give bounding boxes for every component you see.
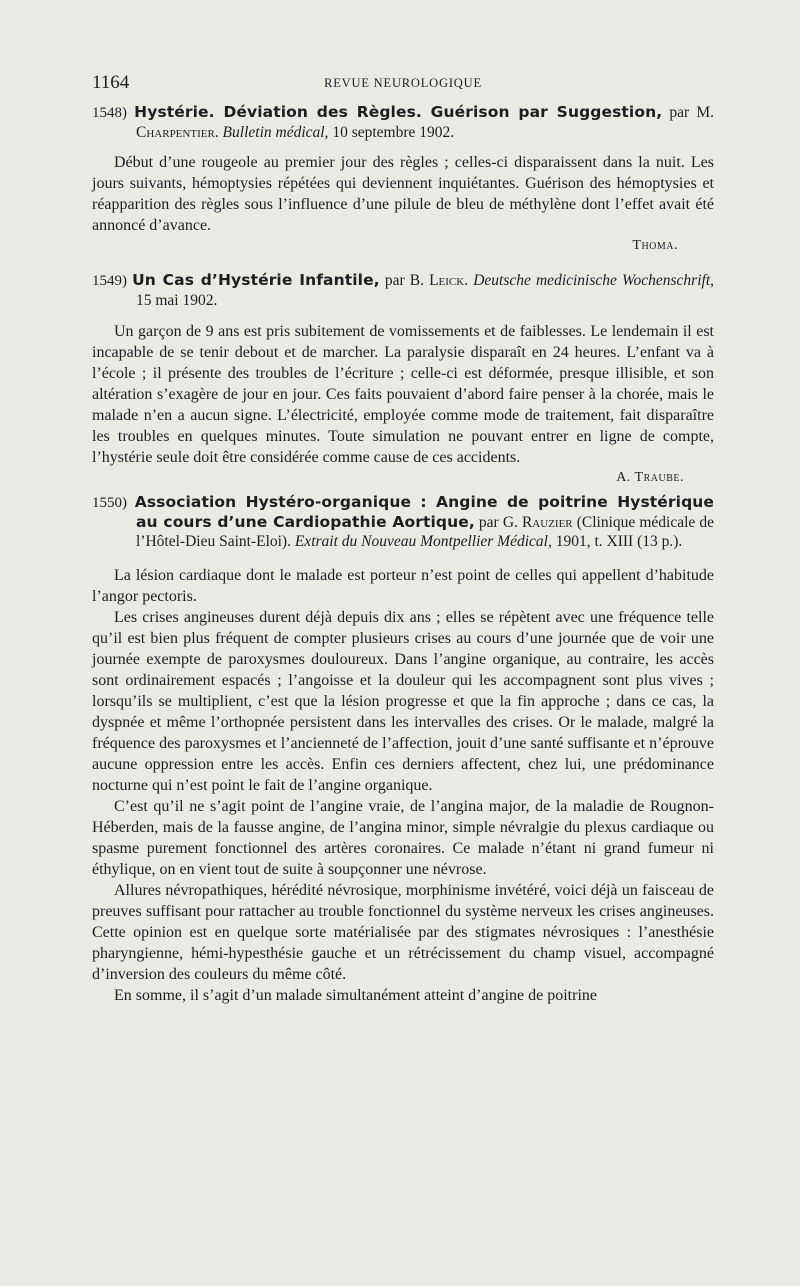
entry-by: par [478,514,499,531]
entry-affiliation: (Clinique médicale de l’Hôtel-Dieu Saint-Eloi). [136,514,715,550]
entry-title: Association Hystéro-organique : Angine de poitrine Hystérique au cours d’une Cardiopathie Aortique, [134,493,715,531]
entry-by: par [669,104,690,121]
entry-author: B. Leick. [409,272,469,289]
entry-number: 1550) [92,495,127,511]
entry-author: M. Charpentier. [136,104,715,141]
entry-signature: A. Traube. [616,470,684,485]
entry-by: par [384,272,405,289]
entry-date: 1901, t. XIII (13 p.). [555,533,683,550]
entry-paragraph: En somme, il s’agit d’un malade simultanément atteint d’angine de poitrine [114,987,597,1004]
entry-title: Hystérie. Déviation des Règles. Guérison par Suggestion, [134,103,663,121]
entry-heading [92,493,714,551]
entry-paragraph: C’est qu’il ne s’agit point de l’angine vraie, de l’angina major, de la maladie de Rougnon-Héberden, mais de la fausse angine, de l’angina minor, simple névralgie du plexus cardiaque ou spasme purement fonctionnel des artères coronaires. Ce malade n’étant ni grand fumeur ni éthylique, on en vient tout de suite à soupçonner une névrose. [92,798,714,878]
page-number: 1164 [92,72,130,93]
entry-heading [92,271,714,310]
entry-date: 10 septembre 1902. [332,124,455,141]
entry-number: 1548) [92,105,127,121]
entry-date: 15 mai 1902. [136,292,218,309]
entry-title: Un Cas d’Hystérie Infantile, [132,271,380,289]
entry-heading [92,103,714,142]
entry-paragraph: Les crises angineuses durent déjà depuis dix ans ; elles se répètent avec une fréquence telle qu’il est bien plus fréquent de compter plusieurs crises au cours d’une journée que de voir une journée exempte de paroxysmes douloureux. Dans l’angine organique, au contraire, les accès sont ordinairement espacés ; l’angoisse et la douleur qui les accompagnent sont plus vives ; lorsqu’ils se multiplient, c’est que la lésion progresse et que la fin approche ; dans ce cas, la dyspnée et même l’orthopnée persistent dans les intervalles des crises. Or le malade, malgré la fréquence des paroxysmes et l’ancienneté de l’affection, jouit d’une santé suffisante et n’éprouve aucune oppression entre les accès. Enfin ces derniers affectent, chez lui, une prédominance nocturne qui n’est point le fait de l’angine organique. [92,609,714,794]
entry-source: Bulletin médical, [222,124,329,141]
entry-author: G. Rauzier [502,514,573,531]
entry-signature: Thoma. [632,238,678,253]
entry-paragraph: La lésion cardiaque dont le malade est porteur n’est point de celles qui appellent d’habitude l’angor pectoris. [92,567,714,605]
running-head [92,72,714,96]
entry-paragraph: Début d’une rougeole au premier jour des règles ; celles-ci disparaissent dans la nuit. Les jours suivants, hémoptysies répétées qui deviennent inquiétantes. Guérison des hémoptysies et réapparition des règles sous l’influence d’une pilule de bleu de méthylène dont l’effet avait été annoncé d’avance. [92,154,714,234]
entry-number: 1549) [92,273,127,289]
entry-source: Deutsche medicinische Wochenschrift, [473,272,715,289]
entry-paragraph: Un garçon de 9 ans est pris subitement de vomissements et de faiblesses. Le lendemain il est incapable de se tenir debout et de marcher. La paralysie disparaît en 24 heures. L’enfant va à l’école ; il présente des troubles de l’écriture ; celle-ci est déformée, presque illisible, et son altération s’exagère de jour en jour. Ces faits pouvaient d’abord faire penser à la chorée, mais le malade n’en a aucun signe. L’électricité, employée comme mode de traitement, fait disparaître les troubles en quelques minutes. Toute simulation ne pouvant entrer en ligne de compte, l’hystérie seule doit être considérée comme cause de ces accidents. [92,323,714,466]
journal-title: REVUE NEUROLOGIQUE [324,76,482,90]
entry-paragraph: Allures névropathiques, hérédité névrosique, morphinisme invétéré, voici déjà un faisceau de preuves suffisant pour rattacher au trouble fonctionnel du système nerveux les crises angineuses. Cette opinion est en quelque sorte matérialisée par des stigmates névrosiques : l’anesthésie pharyngienne, hémi-hypesthésie gauche et un rétrécissement du champ visuel, accompagné d’inversion des couleurs du même côté. [92,882,714,983]
entry-source: Extrait du Nouveau Montpellier Médical, [294,533,552,550]
